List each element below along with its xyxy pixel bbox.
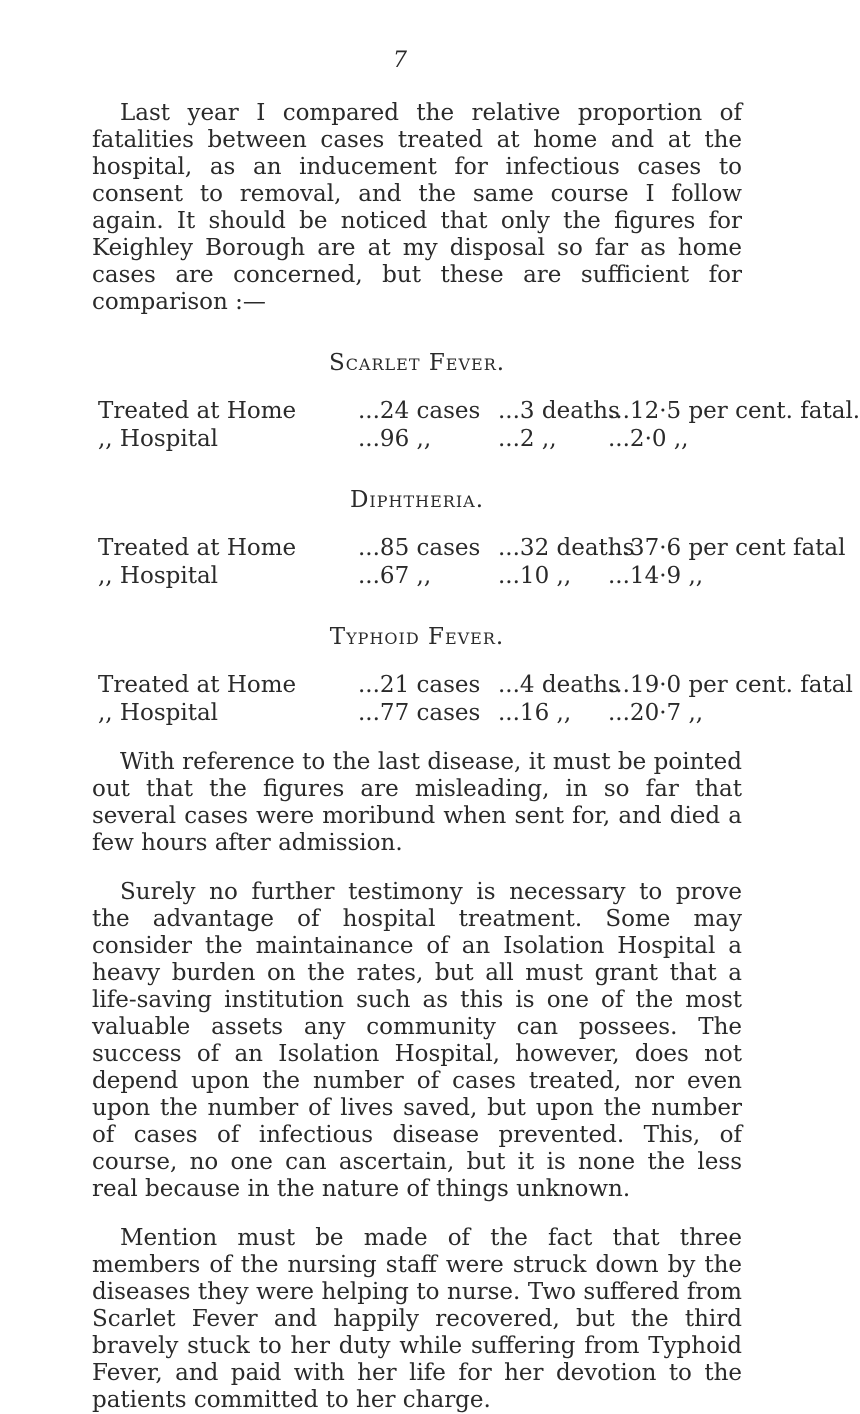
rate-cell: ...2·0 ,, — [608, 426, 689, 452]
paragraph-misleading-figures: With reference to the last disease, it must be pointed out that the figures are misleading, in so far that several cases were moribund when sent for, and died a few hours after admission. — [92, 749, 742, 856]
page-number: 7 — [393, 48, 407, 73]
row-label: Treated at Home — [98, 398, 297, 424]
rate-cell: ...20·7 ,, — [608, 700, 704, 726]
stat-row-hospital — [92, 562, 742, 590]
row-label: Treated at Home — [98, 535, 297, 561]
section-heading-typhoid-fever: Typhoid Fever. — [329, 624, 505, 650]
stat-row-home — [92, 534, 846, 562]
stat-row-hospital — [92, 699, 742, 727]
paragraph-hospital-advantage: Surely no further testimony is necessary to prove the advantage of hospital treatment. Some may consider the maintainance of an Isolation Hospital a heavy burden on the rates, but all must grant that a life-saving institution such as this is one of the most valuable assets any community can possees. The success of an Isolation Hospital, however, does not depend upon the number of cases treated, nor even upon the number of lives saved, but upon the number of cases of infectious disease prevented. This, of course, no one can ascertain, but it is none the less real because in the nature of things unknown. — [92, 879, 742, 1202]
stat-row-home — [92, 671, 853, 699]
deaths-cell: ...10 ,, — [498, 563, 572, 589]
cases-cell: ...67 ,, — [358, 563, 432, 589]
deaths-cell: ...2 ,, — [498, 426, 557, 452]
cases-cell: ...24 cases — [358, 398, 481, 424]
section-heading-scarlet-fever: Scarlet Fever. — [328, 350, 506, 376]
cases-cell: ...96 ,, — [358, 426, 432, 452]
rate-cell: ...14·9 ,, — [608, 563, 704, 589]
row-label: ,, Hospital — [98, 563, 219, 589]
cases-cell: ...85 cases — [358, 535, 481, 561]
deaths-cell: ...4 deaths — [498, 672, 620, 698]
row-label: ,, Hospital — [98, 700, 219, 726]
cases-cell: ...21 cases — [358, 672, 481, 698]
rate-cell: ...12·5 per cent. fatal. — [608, 398, 860, 424]
row-label: Treated at Home — [98, 672, 297, 698]
intro-paragraph: Last year I compared the relative proportion of fatalities between cases treated at home and at the hospital, as an inducement for infectious cases to consent to removal, and the same course I follow again. It should be noticed that only the figures for Keighley Borough are at my disposal so far as home cases are concerned, but these are sufficient for comparison :— — [92, 100, 742, 315]
rate-cell: ...37·6 per cent fatal — [608, 535, 846, 561]
stats-table-typhoid-fever — [92, 671, 853, 727]
document-body — [92, 100, 860, 1414]
cases-cell: ...77 cases — [358, 700, 481, 726]
deaths-cell: ...16 ,, — [498, 700, 572, 726]
rate-cell: ...19·0 per cent. fatal — [608, 672, 853, 698]
row-label: ,, Hospital — [98, 426, 219, 452]
stat-row-home — [92, 397, 860, 425]
deaths-cell: ...32 deaths — [498, 535, 635, 561]
section-heading-diphtheria: Diphtheria. — [349, 487, 485, 513]
stats-table-diphtheria — [92, 534, 846, 590]
paragraph-nursing-staff: Mention must be made of the fact that three members of the nursing staff were struck down by the diseases they were helping to nurse. Two suffered from Scarlet Fever and happily recovered, but the third bravely stuck to her duty while suffering from Typhoid Fever, and paid with her life for her devotion to the patients committed to her charge. — [92, 1225, 742, 1413]
stat-row-hospital — [92, 425, 742, 453]
stats-table-scarlet-fever — [92, 397, 860, 453]
deaths-cell: ...3 deaths — [498, 398, 620, 424]
